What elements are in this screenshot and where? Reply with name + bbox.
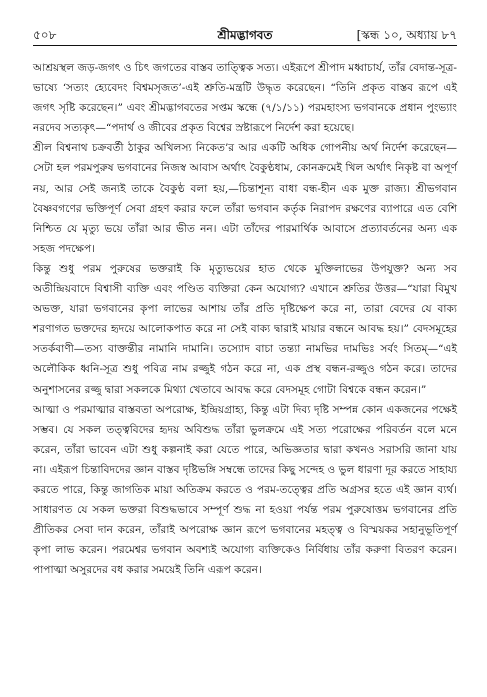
body-paragraph: আশ্রয়স্থল জড়-জগৎ ও চিৎ জগতের বাস্তব তাত্ত্বিক সত্য। এইরূপে শ্রীপাদ মধ্বাচার্য, তাঁর বেদান্ত-সূত্র-ভাষ্যে ‘সত্যং হ্যেবেদং বিশ্বমসৃজত’-এই শ্রুতি-মন্ত্রটি উদ্ধৃত করেছেন। “তিনি প্রকৃত বাস্তব রূপে এই জগৎ সৃষ্টি করেছেন।” এবং শ্রীমদ্ভাগবতের সপ্তম স্কন্ধে (৭/১/১১) পরমহাংস্য ভগবানকে প্রধান পুংভ্যাং নরদেব সত্যকৃৎ—“পদার্থ ও জীবের প্রকৃত বিশ্বের স্রষ্টারূপে নির্দেশ করা হয়েছে। [33,62,457,135]
chapter-reference: [স্কন্ধ ১০, অধ্যায় ৮৭ [356,28,457,42]
header-divider [33,45,457,46]
page-header [33,26,457,44]
page-number: ৫০৮ [33,28,57,42]
body-paragraph: আত্মা ও পরমাত্মার বাস্তবতা অপরোক্ষ, ইন্দ্রিয়গ্রাহ্য, কিন্তু এটা দিব্য দৃষ্টি সম্পন্ন কোন একজনের পক্ষেই সম্ভব। যে সকল তত্ত্ববিদের হৃদয় অবিশুদ্ধ তাঁরা ভুলক্রমে এই সত্য পরোক্ষের পরিবর্তন বলে মনে করেন, তাঁরা ভাবেন এটা শুধু কল্পনাই করা যেতে পারে, অভিজ্ঞতার দ্বারা কখনও সরাসরি জানা যায় না। এইরূপ চিন্তাবিদদের জ্ঞান বাস্তব দৃষ্টিভঙ্গি সম্বন্ধে তাদের কিছু সন্দেহ ও ভুল ধারণা দূর করতে সাহায্য করতে পারে, কিন্তু জাগতিক মায়া অতিক্রম করতে ও পরম-তত্ত্বের প্রতি অগ্রসর হতে এই জ্ঞান ব্যর্থ। সাধারণত যে সকল ভক্তরা বিশুদ্ধভাবে সম্পূর্ণ শুদ্ধ না হওয়া পর্যন্ত পরম পুরুষোত্তম ভগবানের প্রতি প্রীতিকর সেবা দান করেন, তাঁরাই অপরোক্ষ জ্ঞান রূপে ভগবানের মহত্ত্ব ও বিস্ময়কর সহানুভূতিপূর্ণ কৃপা লাভ করেন। পরমেশ্বর ভগবান অবশ্যই অযোগ্য ব্যক্তিকেও নির্বিধায় তাঁর করুণা বিতরণ করেন। পাপাত্মা অসুরদের বধ করার সময়েই তিনি এরূপ করেন। [33,403,457,577]
body-paragraph: শ্রীল বিশ্বনাথ চক্রবর্তী ঠাকুর অখিলস্য নিকেত’র আর একটি অধিক গোপনীয় অর্থ নির্দেশ করেছেন—সেটা হল পরমপুরুষ ভগবানের নিজস্ব আবাস অর্থাৎ বৈকুণ্ঠধাম, কোনক্রমেই খিল অর্থাৎ নিকৃষ্ট বা অপূর্ণ নয়, আর সেই জন্যই তাকে বৈকুণ্ঠ বলা হয়,—চিন্তাশূন্য বাধা বন্ধ-হীন এক মুক্ত রাজ্য। শ্রীভগবান বৈষ্ণবগণের ভক্তিপূর্ণ সেবা গ্রহণ করার ফলে তাঁরা ভগবান কর্তৃক নিরাপদ রক্ষণের ব্যাপারে এত বেশি নিশ্চিত যে মৃত্যু ভয়ে তাঁরা আর ভীত নন। এটা তাঁদের পারমার্থিক আবাসে প্রত্যাবর্তনের অন্য এক সহজ পদক্ষেপ। [33,142,457,255]
page-body [33,58,457,580]
body-paragraph: কিন্তু শুধু পরম পুরুষের ভক্তরাই কি মৃত্যুভয়ের হাত থেকে মুক্তিলাভের উপযুক্ত? অন্য সব অতীন্দ্রিয়বাদে বিশ্বাসী ব্যক্তি এবং পণ্ডিত ব্যক্তিরা কেন অযোগ্য? এখানে শ্রুতির উত্তর—“যারা বিমুখ অভক্ত, যারা ভগবানের কৃপা লাভের আশায় তাঁর প্রতি দৃষ্টিক্ষেপ করে না, তারা বেদের যে বাক্য শরণাগত ভক্তদের হৃদয়ে আলোকপাত করে না সেই বাক্য দ্বারাই মায়ার বন্ধনে আবদ্ধ হয়।” বেদসমূহের সতর্কবাণী—তস্য বাক্তন্তীর নামানি দামানি। তস্যোদ বাচা তন্ত্যা নামভির দামভিঃ সর্বং সিতম্—“এই অলৌকিক ধ্বনি-সূত্র শুধু পবিত্র নাম রজ্জুই গঠন করে না, এক প্রস্থ বন্ধন-রজ্জুও গঠন করে। তাদের অনুশাসনের রজ্জু দ্বারা সকলকে মিথ্যা খেতাবে আবদ্ধ করে বেদসমূহ গোটা বিশ্বকে বন্ধন করেন।” [33,262,457,396]
book-title: শ্রীমদ্ভাগবত [217,28,273,42]
